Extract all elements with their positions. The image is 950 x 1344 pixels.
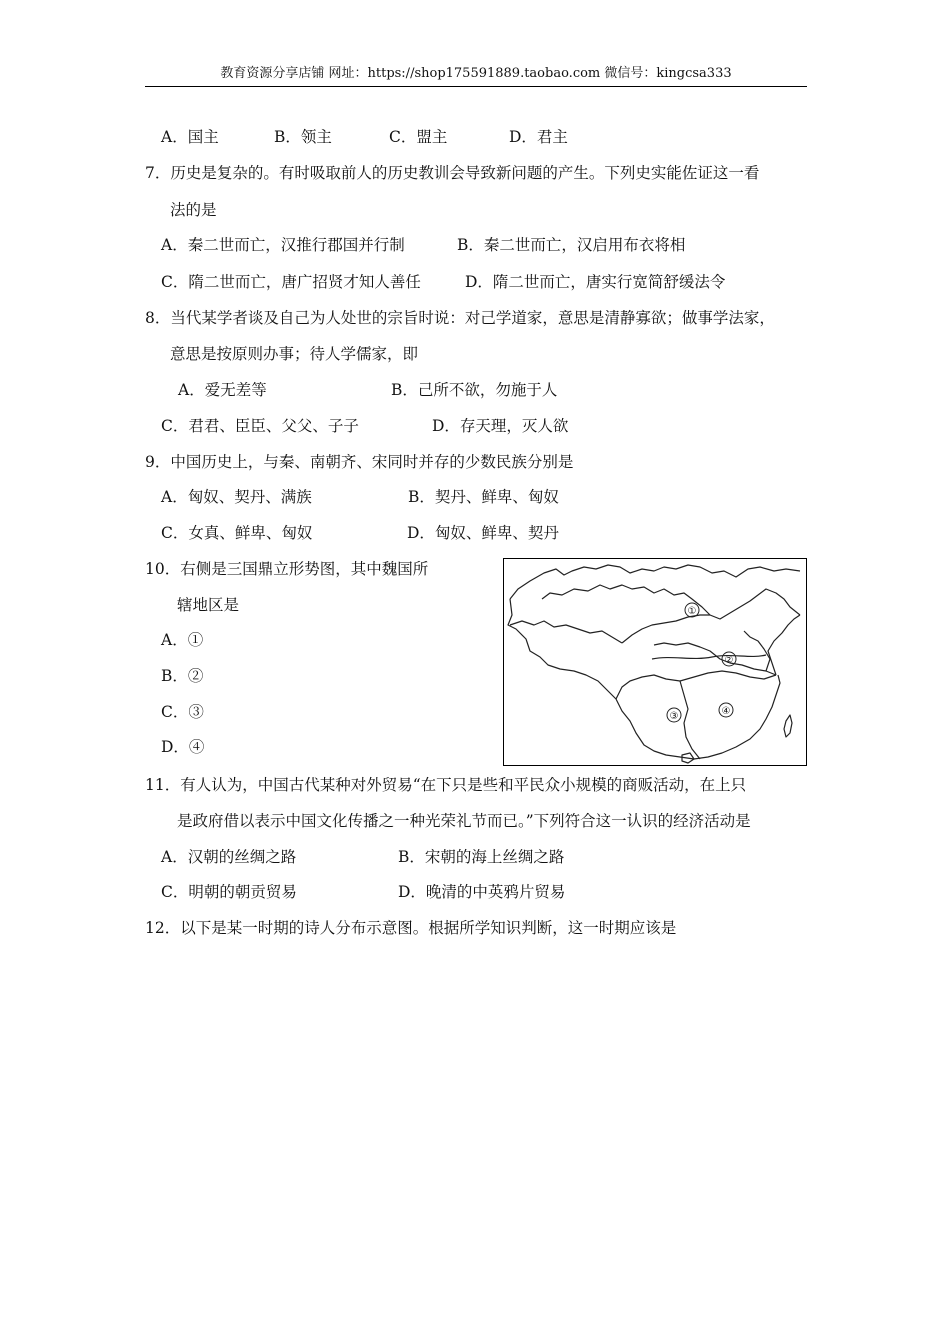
q10-option-d: D．④ (161, 738, 205, 756)
q8-option-a: A．爱无差等 (178, 381, 267, 399)
q10-option-c: C．③ (161, 703, 204, 721)
q12-stem: 12．以下是某一时期的诗人分布示意图。根据所学知识判断，这一时期应该是 (145, 919, 677, 937)
q10-stem-line1: 10．右侧是三国鼎立形势图，其中魏国所 (145, 560, 429, 578)
q9-option-d: D．匈奴、鲜卑、契丹 (407, 524, 559, 542)
map-label-4: ④ (721, 706, 731, 717)
q8-stem-line1: 8．当代某学者谈及自己为人处世的宗旨时说：对己学道家，意思是清静寡欲；做事学法家， (145, 309, 775, 327)
q11-option-d: D．晚清的中英鸦片贸易 (398, 883, 566, 901)
q7-option-c: C．隋二世而亡，唐广招贤才知人善任 (161, 273, 421, 291)
q9-stem: 9．中国历史上，与秦、南朝齐、宋同时并存的少数民族分别是 (145, 453, 574, 471)
q9-option-a: A．匈奴、契丹、满族 (161, 488, 312, 506)
q11-option-a: A．汉朝的丝绸之路 (161, 848, 297, 866)
q7-option-d: D．隋二世而亡，唐实行宽简舒缓法令 (465, 273, 726, 291)
page-header: 教育资源分享店铺 网址：https://shop175591889.taobao.com 微信号：kingcsa333 (145, 64, 807, 87)
q7-option-b: B．秦二世而亡，汉启用布衣将相 (457, 236, 686, 254)
map-label-2: ② (724, 655, 734, 666)
map-label-3: ③ (669, 711, 679, 722)
q6-option-d: D．君主 (509, 128, 568, 146)
q9-option-b: B．契丹、鲜卑、匈奴 (408, 488, 559, 506)
q8-option-d: D．存天理，灭人欲 (432, 417, 569, 435)
q6-option-a: A．国主 (161, 128, 219, 146)
q10-option-a: A．① (161, 631, 204, 649)
q7-stem-line1: 7．历史是复杂的。有时吸取前人的历史教训会导致新问题的产生。下列史实能佐证这一看 (145, 164, 760, 182)
q6-option-c: C．盟主 (389, 128, 448, 146)
q11-stem-line2: 是政府借以表示中国文化传播之一种光荣礼节而已。”下列符合这一认识的经济活动是 (177, 812, 751, 830)
map-drawing (504, 559, 805, 764)
q11-stem-line1: 11．有人认为，中国古代某种对外贸易“在下只是些和平民众小规模的商贩活动，在上只 (145, 776, 747, 794)
q8-option-c: C．君君、臣臣、父父、子子 (161, 417, 359, 435)
q7-option-a: A．秦二世而亡，汉推行郡国并行制 (161, 236, 405, 254)
three-kingdoms-map (503, 558, 807, 766)
q8-stem-line2: 意思是按原则办事；待人学儒家，即 (170, 345, 419, 363)
q11-option-c: C．明朝的朝贡贸易 (161, 883, 297, 901)
q6-option-b: B．领主 (274, 128, 332, 146)
q7-stem-line2: 法的是 (170, 201, 217, 219)
q8-option-b: B．己所不欲，勿施于人 (391, 381, 558, 399)
q10-option-b: B．② (161, 667, 204, 685)
q11-option-b: B．宋朝的海上丝绸之路 (398, 848, 565, 866)
map-label-1: ① (687, 606, 697, 617)
q10-stem-line2: 辖地区是 (177, 596, 240, 614)
q9-option-c: C．女真、鲜卑、匈奴 (161, 524, 313, 542)
